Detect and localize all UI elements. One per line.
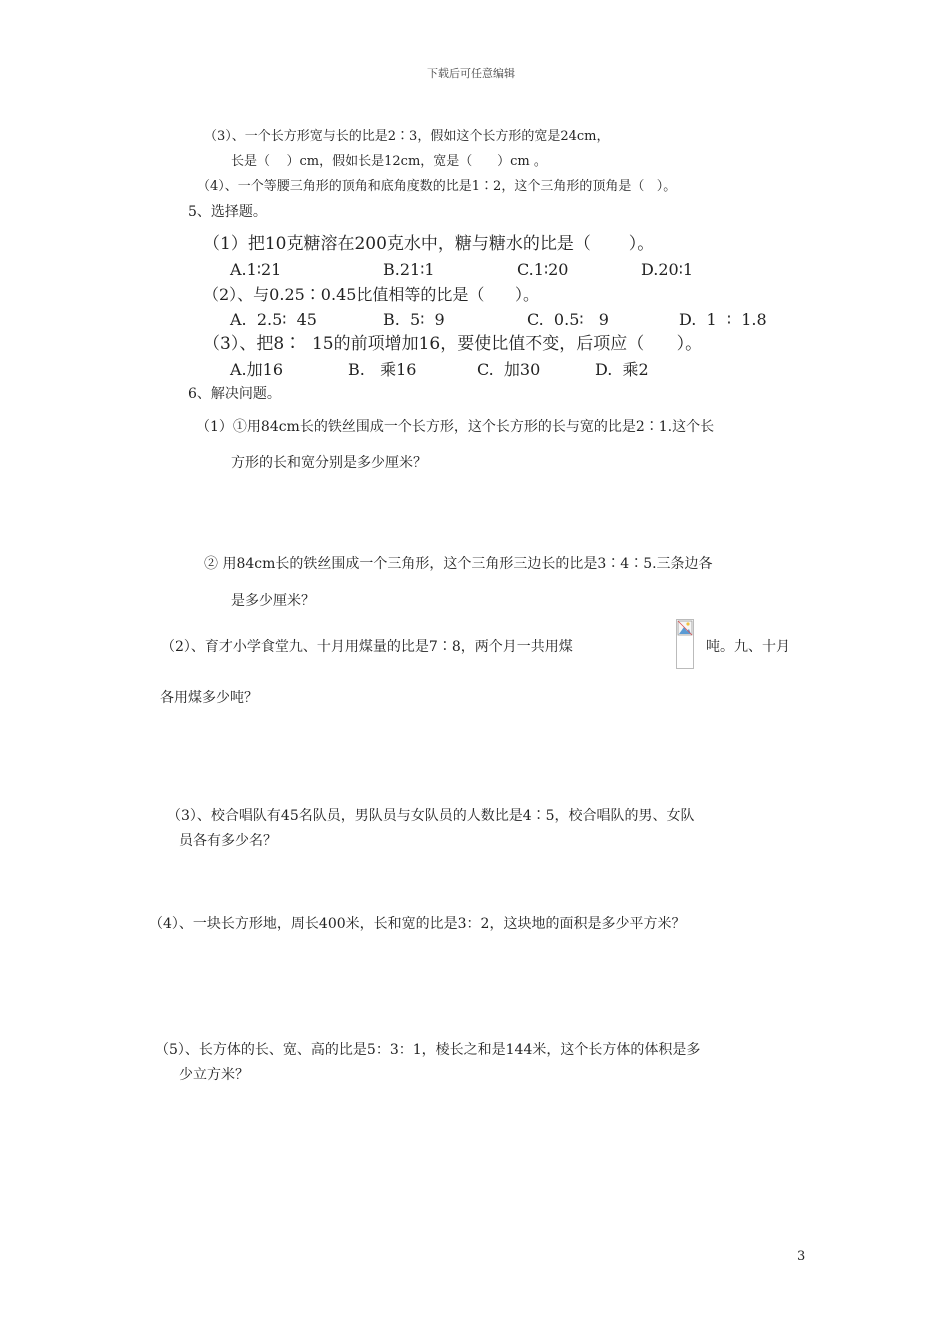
question-5-1-option-b: B.21∶1 [383,260,435,279]
section-5-title: 5、选择题。 [188,204,267,220]
question-5-3-option-d: D. 乘2 [595,360,649,379]
problem-6-2-line1: （2）、育才小学食堂九、十月用煤量的比是7∶8，两个月一共用煤 [161,639,573,655]
problem-6-1-b-line1: ② 用84cm长的铁丝围成一个三角形，这个三角形三边长的比是3∶4∶5.三条边各 [204,556,713,572]
question-5-3: （3）、把8∶ 15的前项增加16，要使比值不变，后项应（ ）。 [203,334,703,354]
question-4-3-line2: 长是（ ）cm，假如长是12cm，宽是（ ）cm 。 [231,154,547,169]
problem-6-5-line2: 少立方米？ [179,1067,249,1083]
question-5-2-option-a: A. 2.5∶ 45 [230,310,317,329]
problem-6-1-a-line1: （1）①用84cm长的铁丝围成一个长方形，这个长方形的长与宽的比是2∶1.这个长 [196,419,715,435]
question-5-2-option-c: C. 0.5∶ 9 [527,310,609,329]
problem-6-5-line1: （5）、长方体的长、宽、高的比是5：3：1，棱长之和是144米，这个长方体的体积是多 [155,1042,701,1058]
problem-6-3-line2: 员各有多少名？ [179,833,277,849]
problem-6-1-b-line2: 是多少厘米？ [231,593,315,609]
question-4-4: （4）、一个等腰三角形的顶角和底角度数的比是1∶2，这个三角形的顶角是（ ）。 [197,179,677,194]
problem-6-2-line1-tail: 吨。九、十月 [706,639,790,655]
problem-6-3-line1: （3）、校合唱队有45名队员，男队员与女队员的人数比是4∶5，校合唱队的男、女队 [167,808,695,824]
question-5-3-option-b: B. 乘16 [348,360,417,379]
problem-6-1-a-line2: 方形的长和宽分别是多少厘米？ [231,455,427,471]
problem-6-4: （4）、一块长方形地，周长400米，长和宽的比是3：2，这块地的面积是多少平方米？ [149,916,686,932]
question-5-2-option-b: B. 5∶ 9 [383,310,445,329]
question-5-3-option-a: A.加16 [230,360,284,379]
question-5-2: （2）、与0.25∶0.45比值相等的比是（ ）。 [203,285,539,304]
question-5-1-option-c: C.1∶20 [517,260,569,279]
question-4-3-line1: （3）、一个长方形宽与长的比是2∶3，假如这个长方形的宽是24cm， [204,129,610,144]
section-6-title: 6、解决问题。 [188,386,281,402]
question-5-2-option-d: D. 1 ∶ 1.8 [679,310,767,329]
problem-6-2-line2: 各用煤多少吨？ [160,690,258,706]
page-header: 下载后可任意编辑 [427,67,515,80]
page-number: 3 [797,1249,806,1264]
broken-image-icon [676,619,694,669]
question-5-1: （1）把10克糖溶在200克水中，糖与糖水的比是（ ）。 [203,234,655,254]
question-5-1-option-a: A.1∶21 [230,260,282,279]
question-5-3-option-c: C. 加30 [477,360,541,379]
question-5-1-option-d: D.20∶1 [641,260,694,279]
